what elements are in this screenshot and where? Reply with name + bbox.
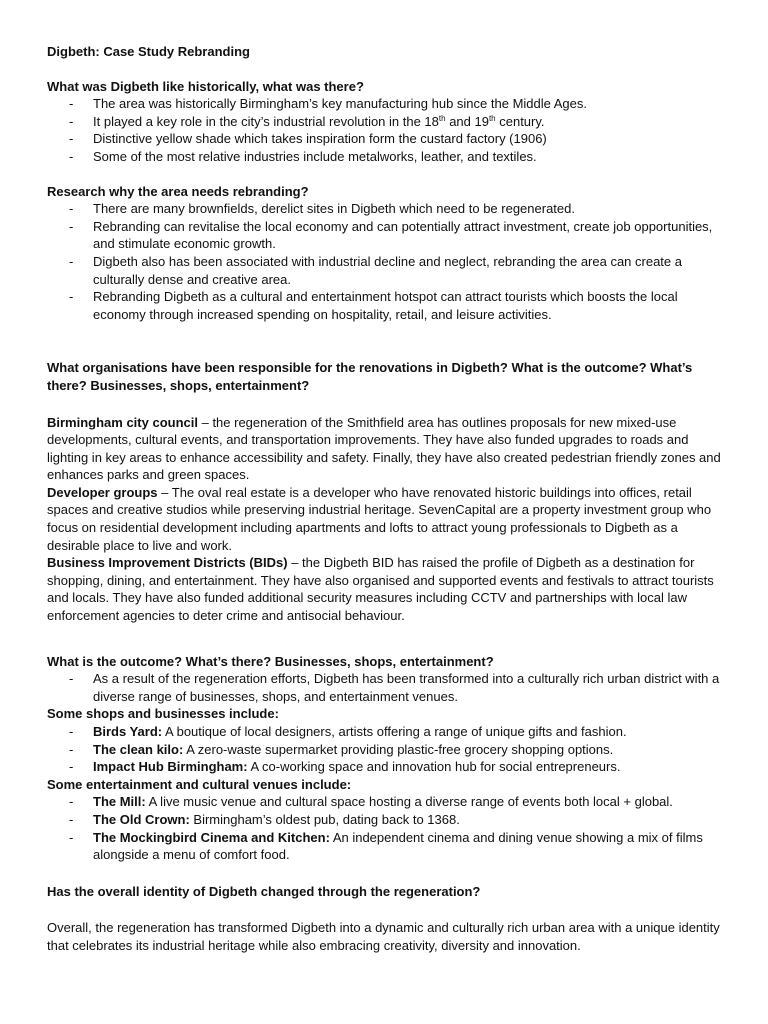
list-item: - Distinctive yellow shade which takes inspiration form the custard factory (1906) [47, 130, 727, 148]
outcome-list [47, 670, 727, 705]
list-item: - The Mill: A live music venue and cultural space hosting a diverse range of events both local + global. [47, 793, 727, 811]
org-bids-paragraph: Business Improvement Districts (BIDs) – the Digbeth BID has raised the profile of Digbeth as a destination for shopping, dining, and entertainment. They have also organised and supported events and festivals to attract tourists and locals. They have also funded additional security measures including CCTV and partnerships with local law enforcement agencies to deter crime and antisocial behaviour. [47, 555, 714, 624]
list-item: - Birds Yard: A boutique of local designers, artists offering a range of unique gifts and fashion. [47, 723, 727, 741]
organisations-question: What organisations have been responsible for the renovations in Digbeth? What is the outcome? What’s there? Businesses, shops, entertainment? [47, 360, 693, 393]
document-title: Digbeth: Case Study Rebranding [47, 44, 250, 59]
history-question: What was Digbeth like historically, what was there? [47, 78, 364, 94]
shops-list [47, 723, 727, 776]
history-list [47, 95, 727, 165]
list-item: - Rebranding Digbeth as a cultural and entertainment hotspot can attract tourists which boosts the local economy through increased spending on hospitality, retail, and leisure activities. [47, 288, 727, 323]
venues-heading: Some entertainment and cultural venues include: [47, 776, 352, 792]
document-page [47, 43, 727, 955]
org-developers-paragraph: Developer groups – The oval real estate is a developer who have renovated historic buildings into offices, retail spaces and creative studios while preserving industrial heritage. SevenCapital are a property investment group who focus on residential development including apartments and lofts to attract young professionals to Digbeth as a desirable place to live and work. [47, 484, 712, 553]
list-item: - As a result of the regeneration efforts, Digbeth has been transformed into a culturally rich urban district with a diverse range of businesses, shops, and entertainment venues. [47, 670, 727, 705]
list-item: - The Mockingbird Cinema and Kitchen: An independent cinema and dining venue showing a mix of films alongside a menu of comfort food. [47, 829, 727, 864]
list-item: - The area was historically Birmingham’s key manufacturing hub since the Middle Ages. [47, 95, 727, 113]
list-item: - It played a key role in the city’s industrial revolution in the 18th and 19th century. [47, 113, 727, 131]
list-item: - The Old Crown: Birmingham’s oldest pub, dating back to 1368. [47, 811, 727, 829]
list-item: - Some of the most relative industries include metalworks, leather, and textiles. [47, 148, 727, 166]
list-item: - Digbeth also has been associated with industrial decline and neglect, rebranding the area can create a culturally dense and creative area. [47, 253, 727, 288]
list-item: - Impact Hub Birmingham: A co-working space and innovation hub for social entrepreneurs. [47, 758, 727, 776]
shops-heading: Some shops and businesses include: [47, 706, 279, 722]
rebranding-question: Research why the area needs rebranding? [47, 183, 309, 199]
outcome-question: What is the outcome? What’s there? Businesses, shops, entertainment? [47, 653, 494, 669]
identity-question: Has the overall identity of Digbeth changed through the regeneration? [47, 883, 481, 899]
list-item: - There are many brownfields, derelict sites in Digbeth which need to be regenerated. [47, 200, 727, 218]
rebranding-list [47, 200, 727, 323]
venues-list [47, 793, 727, 863]
list-item: - The clean kilo: A zero-waste supermarket providing plastic-free grocery shopping options. [47, 741, 727, 759]
org-council-paragraph: Birmingham city council – the regeneration of the Smithfield area has outlines proposals for new mixed-use developments, cultural events, and transportation improvements. They have also funded upgrades to roads and lighting in key areas to enhance accessibility and safety. Finally, they have also created pedestrian friendly zones and enhances parks and green spaces. [47, 414, 721, 483]
list-item: - Rebranding can revitalise the local economy and can potentially attract investment, create job opportunities, and stimulate economic growth. [47, 218, 727, 253]
identity-answer: Overall, the regeneration has transformed Digbeth into a dynamic and culturally rich urban area with a unique identity that celebrates its industrial heritage while also embracing creativity, diversity and innovation. [47, 920, 720, 953]
